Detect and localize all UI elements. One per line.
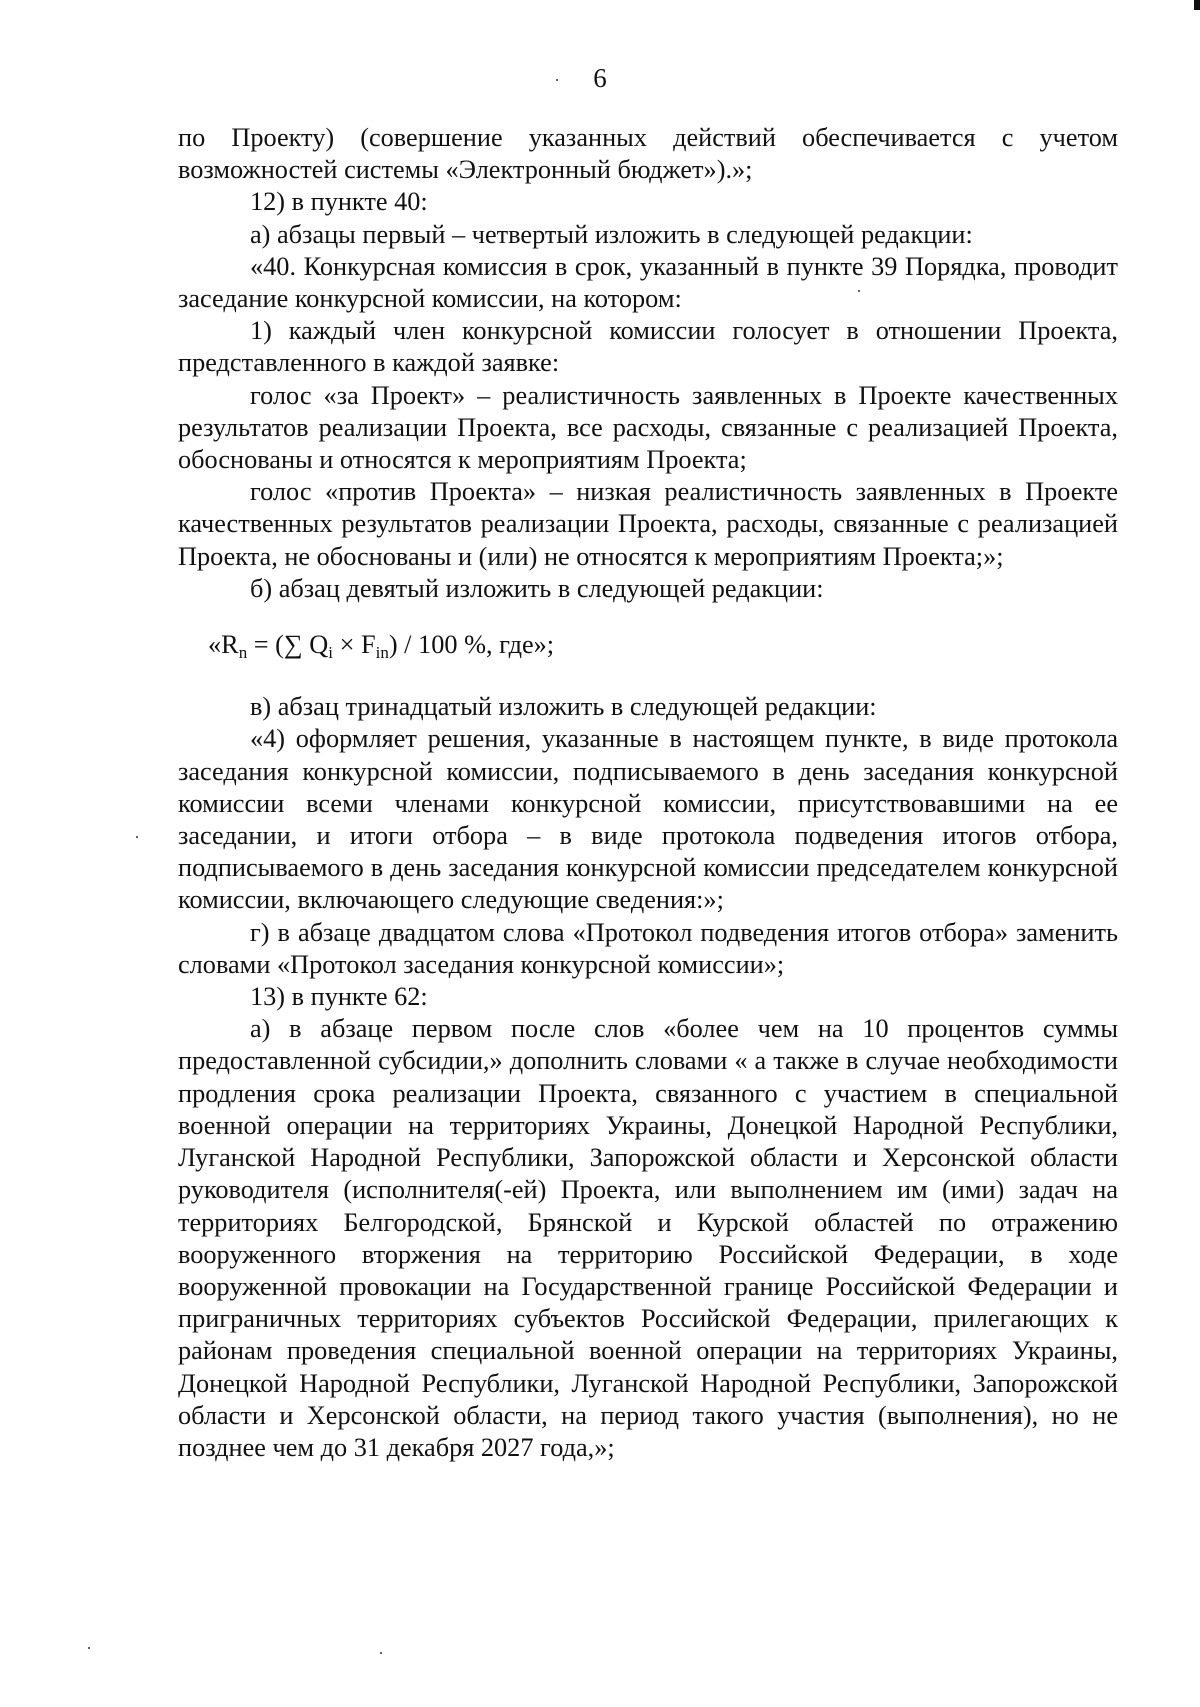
paragraph-clause-40: «40. Конкурсная комиссия в срок, указанный в пункте 39 Порядка, проводит заседание конкурсной комиссии, на котором: [178,251,1118,314]
paragraph-subitem-g: г) в абзаце двадцатом слова «Протокол подведения итогов отбора» заменить словами «Протокол заседания конкурсной комиссии»; [178,917,1118,979]
scan-speck [136,836,138,838]
formula-open: «R [208,630,239,660]
scan-speck [556,79,558,81]
document-body [178,122,1118,1464]
paragraph-item-13: 13) в пункте 62: [250,982,428,1012]
page-number: 6 [593,63,607,93]
paragraph-continuation: по Проекту) (совершение указанных действий обеспечивается с учетом возможностей системы «Электронный бюджет»).»; [178,123,1118,185]
formula-mid-2: × F [333,630,376,660]
formula [178,629,1118,661]
paragraph-extension-clause: а) в абзаце первом после слов «более чем на 10 процентов суммы предоставленной субсидии,» дополнить словами « а также в случае необходимости продления срока реализации Проекта, связанного с участием в специальной военной операции на территориях Украины, Донецкой Народной Республики, Луганской Народной Республики, Запорожской области и Херсонской области руководителя (исполнителя(-ей) Проекта, или выполнением им (ими) задач на территориях Белгородской, Брянской и Курской областей по отражению вооруженного вторжения на территорию Российской Федерации, в ходе вооруженной провокации на Государственной границе Российской Федерации и приграничных территориях субъектов Российской Федерации, прилегающих к районам проведения специальной военной операции на территориях Украины, Донецкой Народной Республики, Луганской Народной Республики, Запорожской области и Херсонской области, на период такого участия (выполнения), но не позднее чем до 31 декабря 2027 года,»; [178,1014,1118,1462]
formula-sub-n: n [238,643,248,663]
paragraph-vote-for: голос «за Проект» – реалистичность заявленных в Проекте качественных результатов реализации Проекта, все расходы, связанные с реализацией Проекта, обоснованы и относятся к мероприятиям Проекта; [178,380,1118,475]
paragraph-vote-against: голос «против Проекта» – низкая реалистичность заявленных в Проекте качественных результатов реализации Проекта, расходы, связанные с реализацией Проекта, не обоснованы и (или) не относятся к мероприятиям Проекта;»; [178,477,1118,571]
scan-speck [858,290,860,292]
scan-speck [88,1647,90,1649]
formula-sub-i: i [328,643,333,663]
scan-speck [380,1652,382,1654]
formula-tail: ) / 100 %, где»; [388,630,555,660]
scan-edge-mark [1194,0,1200,10]
paragraph-subitem-a: а) абзацы первый – четвертый изложить в следующей редакции: [250,219,973,249]
formula-mid-1: = (∑ Q [247,630,329,660]
paragraph-subitem-v: в) абзац тринадцатый изложить в следующей редакции: [250,692,877,722]
paragraph-item-12: 12) в пункте 40: [250,187,428,217]
formula-sub-in: in [375,643,389,663]
paragraph-protocol: «4) оформляет решения, указанные в настоящем пункте, в виде протокола заседания конкурсной комиссии, подписываемого в день заседания конкурсной комиссии всеми членами конкурсной комиссии, присутствовавшими на ее заседании, и итоги отбора – в виде протокола подведения итогов отбора, подписываемого в день заседания конкурсной комиссии председателем конкурсной комиссии, включающего следующие сведения:»; [178,724,1118,915]
paragraph-vote-rule: 1) каждый член конкурсной комиссии голосует в отношении Проекта, представленного в каждой заявке: [178,316,1118,378]
paragraph-subitem-b: б) абзац девятый изложить в следующей редакции: [250,573,824,603]
